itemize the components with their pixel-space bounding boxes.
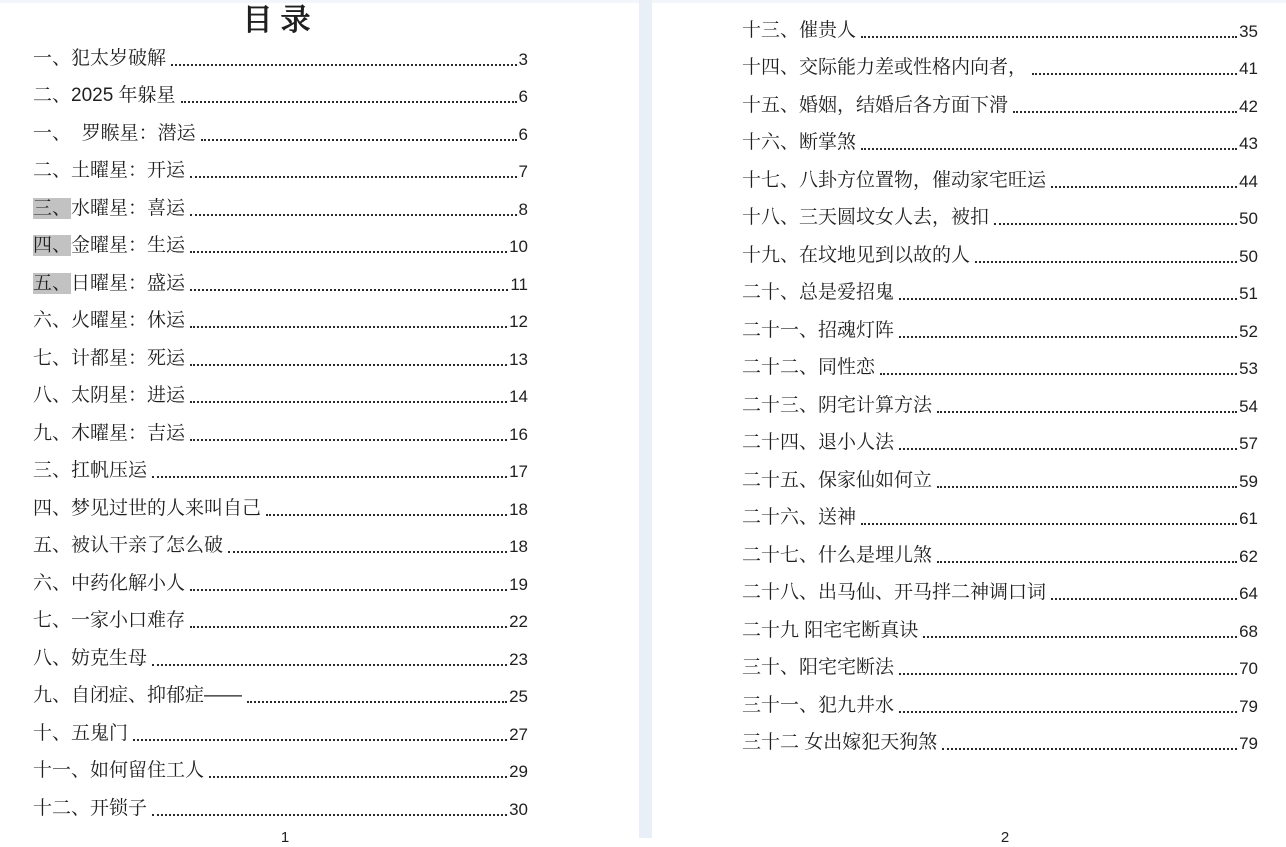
- toc-entry-page: 43: [1239, 134, 1258, 153]
- toc-entry-title: 罗睺星：潜运: [71, 122, 196, 144]
- toc-entry-number: 二十九: [742, 619, 805, 641]
- toc-entry[interactable]: [742, 461, 1258, 499]
- toc-entry-number: 二十四、: [742, 432, 819, 453]
- toc-entry-page: 29: [509, 762, 528, 781]
- toc-entry-title: 日曜星：盛运: [71, 272, 186, 294]
- toc-entry[interactable]: [742, 124, 1258, 162]
- toc-dot-leader: [899, 711, 1237, 713]
- toc-entry-title: 被认干亲了怎么破: [71, 535, 224, 556]
- toc-entry-page: 79: [1239, 696, 1258, 716]
- toc-column-right: [742, 11, 1258, 761]
- toc-entry-number: 二十二、: [742, 357, 819, 378]
- toc-entry[interactable]: [33, 789, 528, 827]
- toc-entry-number: 十三、: [742, 19, 800, 41]
- toc-entry-page: 53: [1239, 359, 1258, 378]
- toc-entry[interactable]: [742, 649, 1258, 687]
- toc-dot-leader: [975, 261, 1237, 263]
- toc-entry-page: 61: [1239, 509, 1258, 528]
- toc-dot-leader: [228, 551, 507, 553]
- toc-entry-title: 土曜星：开运: [71, 160, 186, 181]
- toc-entry-number: 十七、: [742, 169, 800, 191]
- toc-entry-title: 犯九井水: [818, 694, 895, 716]
- toc-entry[interactable]: [742, 686, 1258, 724]
- toc-entry-page: 64: [1239, 584, 1258, 603]
- toc-column-left: [33, 39, 528, 827]
- toc-entry-title: 同性恋: [818, 357, 876, 378]
- toc-entry-number: 二十六、: [742, 507, 819, 528]
- toc-entry-title: 总是爱招鬼: [799, 282, 895, 303]
- toc-entry[interactable]: [33, 414, 528, 452]
- toc-entry-page: 7: [518, 162, 528, 181]
- toc-dot-leader: [1051, 598, 1237, 600]
- toc-entry-title: 出马仙、开马拌二神调口词: [818, 582, 1047, 603]
- toc-dot-leader: [171, 64, 517, 66]
- toc-entry-number: 五、: [33, 535, 72, 556]
- toc-entry-number: 七、: [33, 347, 72, 369]
- toc-entry[interactable]: [33, 639, 528, 677]
- toc-entry-page: 14: [509, 387, 528, 406]
- toc-entry-number: 八、: [33, 647, 72, 669]
- toc-entry-number: 二十七、: [742, 544, 819, 566]
- toc-dot-leader: [190, 289, 508, 291]
- toc-entry-title: 招魂灯阵: [818, 319, 895, 341]
- toc-entry-number: 十二、: [33, 797, 91, 819]
- toc-entry-number: 三十、: [742, 657, 800, 678]
- toc-entry-number: 二十五、: [742, 469, 819, 491]
- toc-entry-number: 十四、: [742, 57, 800, 78]
- toc-dot-leader: [942, 748, 1237, 750]
- toc-dot-leader: [266, 514, 507, 516]
- toc-entry-page: 22: [509, 612, 528, 631]
- toc-entry[interactable]: [33, 527, 528, 565]
- toc-entry[interactable]: [742, 11, 1258, 49]
- toc-entry-page: 30: [509, 799, 528, 819]
- toc-entry[interactable]: [742, 349, 1258, 387]
- toc-entry[interactable]: [33, 339, 528, 377]
- toc-dot-leader: [190, 439, 507, 441]
- toc-entry[interactable]: [742, 86, 1258, 124]
- toc-dot-leader: [937, 411, 1237, 413]
- toc-dot-leader: [899, 448, 1237, 450]
- toc-entry-page: 16: [509, 424, 528, 444]
- toc-entry-page: 57: [1239, 434, 1258, 453]
- toc-dot-leader: [1032, 73, 1237, 75]
- toc-dot-leader: [152, 664, 507, 666]
- toc-entry-page: 51: [1239, 284, 1258, 303]
- toc-dot-leader: [133, 739, 507, 741]
- toc-dot-leader: [190, 364, 507, 366]
- toc-entry-page: 41: [1239, 59, 1258, 78]
- toc-entry[interactable]: [742, 311, 1258, 349]
- toc-entry-page: 27: [509, 724, 528, 744]
- toc-entry-number: 二、: [33, 85, 72, 106]
- toc-dot-leader: [181, 101, 517, 103]
- toc-entry[interactable]: [33, 564, 528, 602]
- toc-entry-number: 十六、: [742, 132, 800, 153]
- toc-entry-number: 十一、: [33, 760, 91, 781]
- toc-entry-title: 女出嫁犯天狗煞: [804, 732, 938, 753]
- toc-entry-page: 42: [1239, 96, 1258, 116]
- toc-entry-number: 四、: [33, 497, 72, 519]
- toc-entry[interactable]: [33, 189, 528, 227]
- toc-entry-page: 8: [518, 199, 528, 219]
- toc-dot-leader: [190, 176, 517, 178]
- toc-entry-number: 十八、: [742, 207, 800, 228]
- toc-entry-page: 44: [1239, 171, 1258, 191]
- toc-entry-number: 二十三、: [742, 394, 819, 416]
- toc-dot-leader: [190, 251, 507, 253]
- toc-entry-page: 50: [1239, 246, 1258, 266]
- toc-dot-leader: [994, 223, 1237, 225]
- toc-dot-leader: [152, 476, 507, 478]
- toc-entry-number: 六、: [33, 572, 72, 594]
- toc-entry-title: 在坟地见到以故的人: [799, 244, 971, 266]
- toc-entry-number: 二十八、: [742, 582, 819, 603]
- toc-entry[interactable]: [742, 611, 1258, 649]
- toc-entry-page: 52: [1239, 321, 1258, 341]
- toc-entry-title: 开锁子: [90, 797, 148, 819]
- toc-entry-title: 五鬼门: [71, 722, 129, 744]
- toc-entry-title: 阳宅宅断法: [799, 657, 895, 678]
- toc-dot-leader: [209, 776, 507, 778]
- toc-entry-page: 59: [1239, 471, 1258, 491]
- toc-entry-page: 11: [510, 274, 528, 294]
- toc-entry-title: 阴宅计算方法: [818, 394, 933, 416]
- toc-dot-leader: [190, 214, 517, 216]
- toc-entry[interactable]: [33, 227, 528, 265]
- toc-entry[interactable]: [742, 386, 1258, 424]
- toc-entry-title: 金曜星：生运: [71, 235, 186, 256]
- toc-dot-leader: [152, 814, 507, 816]
- toc-entry[interactable]: [33, 752, 528, 790]
- toc-entry-title: 木曜星：吉运: [71, 422, 186, 444]
- toc-entry-number: 九、: [33, 685, 72, 706]
- toc-entry[interactable]: [742, 536, 1258, 574]
- toc-entry-page: 18: [509, 537, 528, 556]
- toc-entry[interactable]: [33, 377, 528, 415]
- toc-entry[interactable]: [33, 602, 528, 640]
- toc-entry-page: 35: [1239, 21, 1258, 41]
- toc-dot-leader: [1013, 111, 1237, 113]
- toc-entry[interactable]: [33, 39, 528, 77]
- toc-entry-number: 九、: [33, 422, 72, 444]
- toc-entry-title: 如何留住工人: [90, 760, 205, 781]
- toc-entry-number: 三十二: [742, 732, 805, 753]
- toc-entry-page: 62: [1239, 546, 1258, 566]
- toc-entry-title: 犯太岁破解: [71, 47, 167, 69]
- toc-entry-number: 十、: [33, 722, 72, 744]
- toc-dot-leader: [201, 139, 517, 141]
- toc-entry-title: 一家小口难存: [71, 610, 186, 631]
- page-number-left: 1: [280, 829, 290, 846]
- toc-dot-leader: [923, 636, 1237, 638]
- toc-dot-leader: [899, 336, 1237, 338]
- toc-dot-leader: [880, 373, 1237, 375]
- toc-entry[interactable]: [33, 489, 528, 527]
- toc-entry-page: 3: [518, 49, 528, 69]
- toc-entry-number: 十九、: [742, 244, 800, 266]
- toc-entry-title: 计都星：死运: [71, 347, 186, 369]
- toc-entry-page: 70: [1239, 659, 1258, 678]
- toc-entry-title: 三天圆坟女人去，被扣: [799, 207, 990, 228]
- toc-dot-leader: [1051, 186, 1237, 188]
- toc-entry-title: 扛帆压运: [71, 460, 148, 481]
- toc-entry-page: 50: [1239, 209, 1258, 228]
- toc-entry-title: 催贵人: [799, 19, 857, 41]
- toc-entry[interactable]: [742, 499, 1258, 537]
- toc-entry[interactable]: [742, 49, 1258, 87]
- toc-entry-title: 阳宅宅断真诀: [804, 619, 919, 641]
- toc-entry[interactable]: [33, 152, 528, 190]
- toc-dot-leader: [190, 626, 507, 628]
- toc-entry-number: 七、: [33, 610, 72, 631]
- toc-entry-title: 退小人法: [818, 432, 895, 453]
- toc-entry-number: 二、: [33, 160, 72, 181]
- toc-dot-leader: [861, 523, 1237, 525]
- toc-entry-number: 三十一、: [742, 694, 819, 716]
- toc-entry[interactable]: [742, 274, 1258, 312]
- toc-dot-leader: [937, 561, 1237, 563]
- toc-entry[interactable]: [742, 424, 1258, 462]
- toc-entry-number: 六、: [33, 310, 72, 331]
- toc-entry-number: 五、: [33, 272, 72, 294]
- toc-entry-number: 三、: [33, 460, 72, 481]
- toc-entry-title: 八卦方位置物，催动家宅旺运: [799, 169, 1047, 191]
- toc-entry-page: 13: [509, 349, 528, 369]
- toc-entry-page: 25: [509, 687, 528, 706]
- toc-entry-number: 四、: [33, 235, 72, 256]
- toc-entry[interactable]: [742, 574, 1258, 612]
- toc-entry[interactable]: [33, 264, 528, 302]
- toc-entry-page: 79: [1239, 734, 1258, 753]
- toc-entry-page: 6: [518, 87, 528, 106]
- toc-entry-number: 三、: [33, 197, 72, 219]
- toc-entry-title: 送神: [818, 507, 857, 528]
- page-gap-divider: [639, 0, 652, 838]
- toc-entry-title: 2025 年躲星: [71, 85, 176, 106]
- toc-entry[interactable]: [742, 199, 1258, 237]
- toc-entry-page: 54: [1239, 396, 1258, 416]
- toc-dot-leader: [247, 701, 507, 703]
- toc-entry-number: 八、: [33, 385, 72, 406]
- toc-entry-page: 18: [509, 499, 528, 519]
- toc-dot-leader: [190, 401, 507, 403]
- toc-entry-page: 19: [509, 574, 528, 594]
- toc-dot-leader: [861, 148, 1237, 150]
- toc-entry-title: 中药化解小人: [71, 572, 186, 594]
- toc-entry-title: 太阴星：进运: [71, 385, 186, 406]
- toc-dot-leader: [861, 36, 1237, 38]
- toc-entry[interactable]: [33, 302, 528, 340]
- toc-entry-title: 婚姻，结婚后各方面下滑: [799, 94, 1009, 116]
- toc-entry-page: 23: [509, 649, 528, 669]
- toc-entry[interactable]: [742, 161, 1258, 199]
- toc-entry-title: 水曜星：喜运: [71, 197, 186, 219]
- toc-entry-page: 10: [509, 237, 528, 256]
- toc-entry[interactable]: [742, 724, 1258, 762]
- toc-entry-title: 交际能力差或性格内向者，: [799, 57, 1028, 78]
- toc-entry-page: 6: [518, 124, 528, 144]
- toc-entry-title: 火曜星：休运: [71, 310, 186, 331]
- toc-entry-title: 保家仙如何立: [818, 469, 933, 491]
- toc-entry-number: 一、: [33, 122, 72, 144]
- toc-entry[interactable]: [33, 452, 528, 490]
- toc-dot-leader: [899, 298, 1237, 300]
- toc-entry[interactable]: [33, 677, 528, 715]
- toc-entry-number: 二十、: [742, 282, 800, 303]
- toc-dot-leader: [937, 486, 1237, 488]
- toc-entry-page: 12: [509, 312, 528, 331]
- toc-entry[interactable]: [33, 77, 528, 115]
- toc-entry-title: 妨克生母: [71, 647, 148, 669]
- toc-entry[interactable]: [33, 714, 528, 752]
- toc-dot-leader: [899, 673, 1237, 675]
- toc-entry-number: 二十一、: [742, 319, 819, 341]
- toc-entry[interactable]: [33, 114, 528, 152]
- toc-dot-leader: [190, 326, 507, 328]
- toc-entry-title: 断掌煞: [799, 132, 857, 153]
- toc-entry-page: 17: [509, 462, 528, 481]
- toc-dot-leader: [190, 589, 507, 591]
- toc-entry-title: 自闭症、抑郁症——: [71, 685, 243, 706]
- toc-title: 目录: [242, 4, 319, 37]
- toc-entry-title: 梦见过世的人来叫自己: [71, 497, 262, 519]
- toc-entry-number: 十五、: [742, 94, 800, 116]
- toc-entry-title: 什么是埋儿煞: [818, 544, 933, 566]
- toc-entry-number: 一、: [33, 47, 72, 69]
- page-number-right: 2: [1000, 829, 1010, 846]
- toc-entry[interactable]: [742, 236, 1258, 274]
- toc-entry-page: 68: [1239, 621, 1258, 641]
